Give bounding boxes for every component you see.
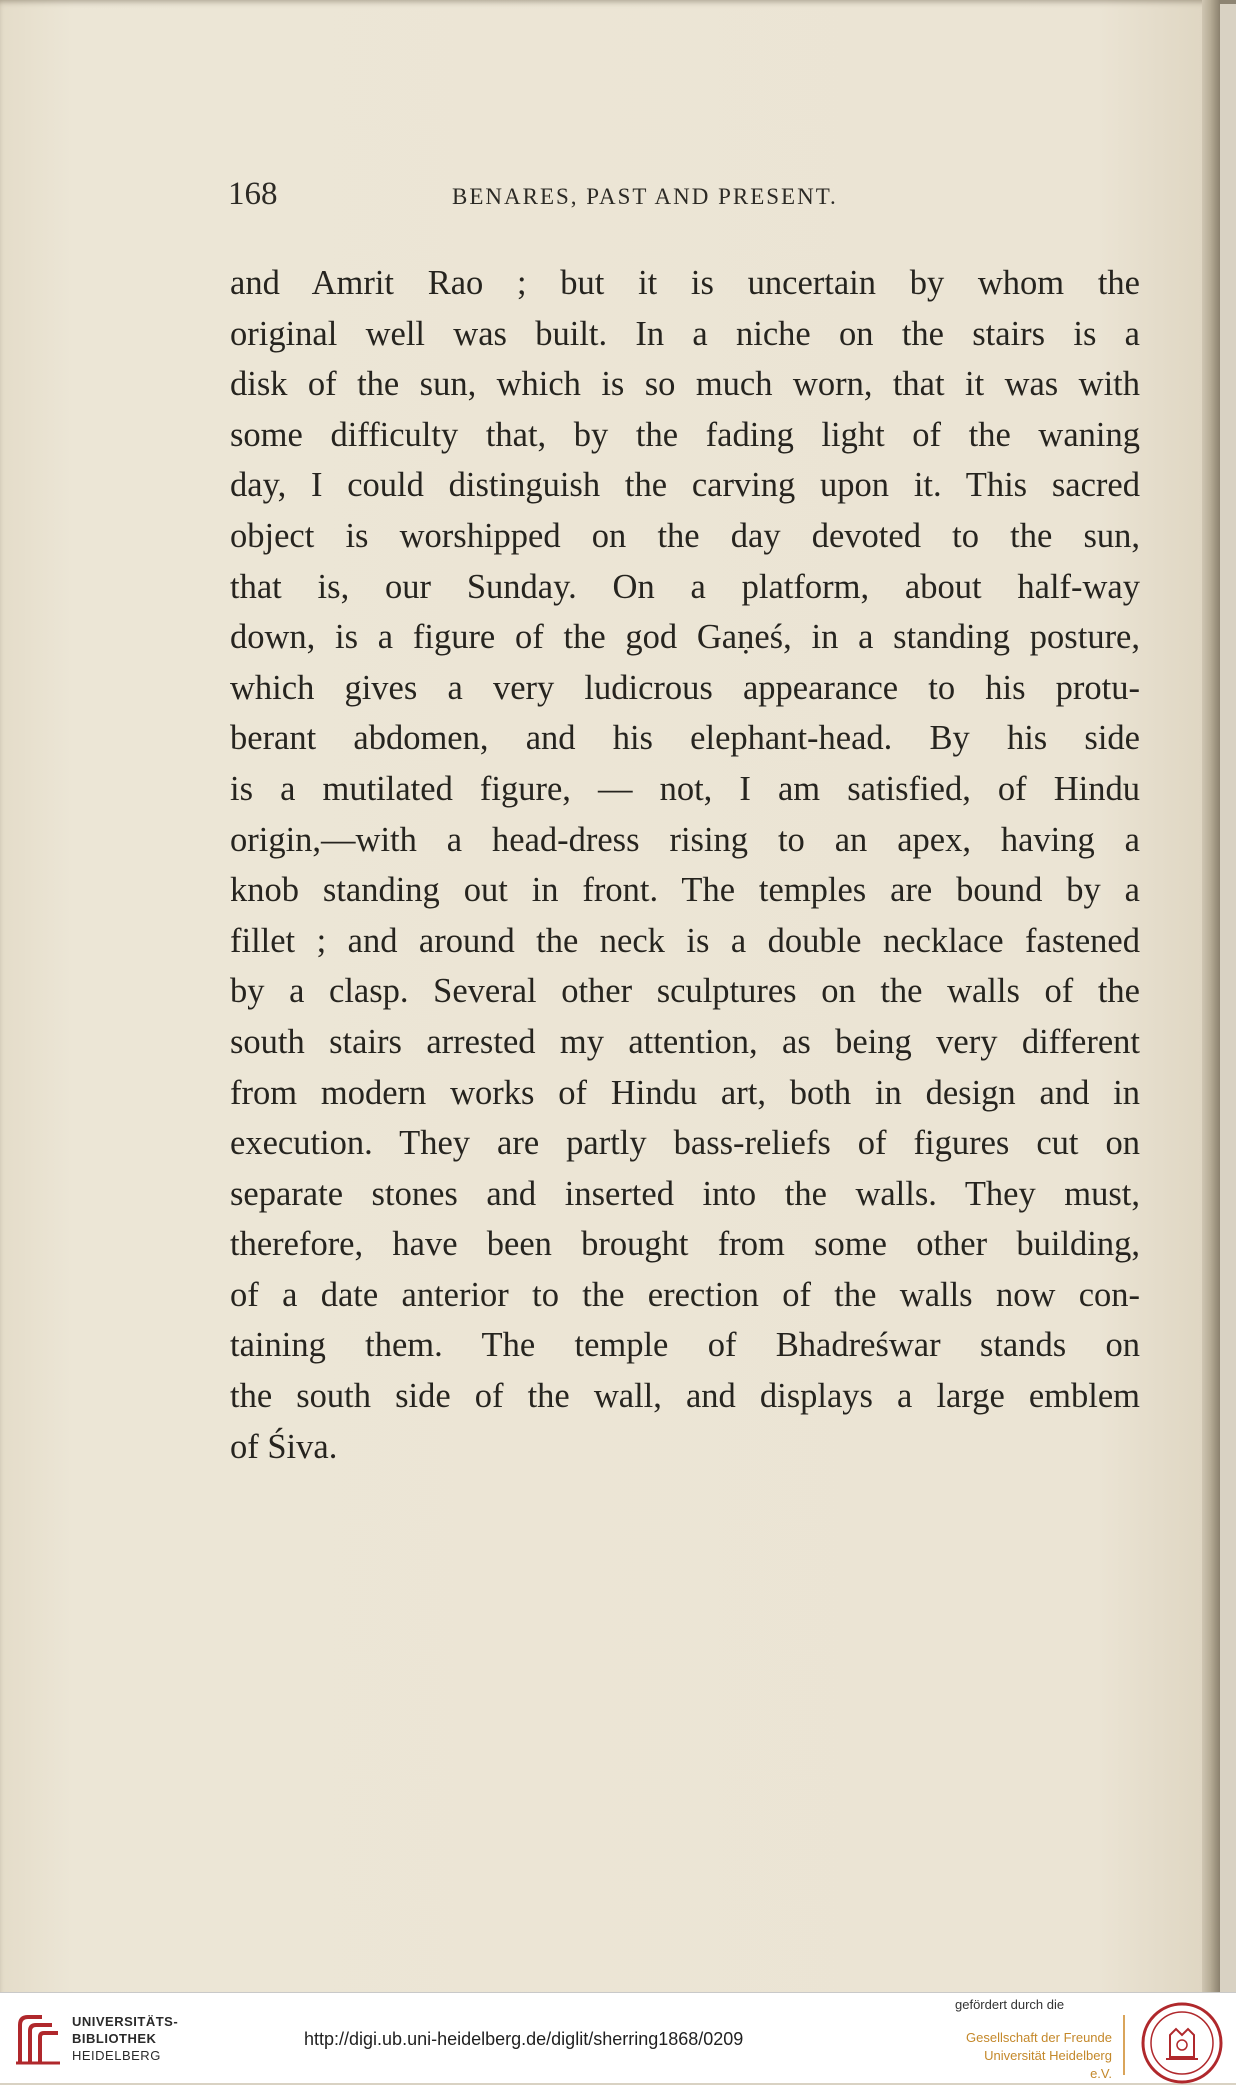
text-line: berant abdomen, and his elephant-head. By his side [230,719,1140,758]
ub-heidelberg-logo-icon[interactable] [12,2011,64,2067]
text-line: that is, our Sunday. On a platform, about half-way [230,567,1140,606]
permalink-url[interactable]: http://digi.ub.uni-heidelberg.de/diglit/sherring1868/0209 [304,2029,744,2049]
text-line: origin,—with a head-dress rising to an apex, having a [230,820,1140,859]
text-line: taining them. The temple of Bhadreśwar stands on [230,1326,1140,1365]
sponsor-name[interactable] [962,2029,1112,2083]
text-line-last: of Śiva. [230,1427,338,1466]
text-line: day, I could distinguish the carving upon it. This sacred [230,466,1140,505]
library-name-line: BIBLIOTHEK [72,2031,157,2046]
library-name [72,2013,178,2064]
text-line: by a clasp. Several other sculptures on the walls of the [230,972,1140,1011]
running-head [228,176,1148,216]
library-name-line: HEIDELBERG [72,2048,161,2063]
text-line: the south side of the wall, and displays a large emblem [230,1377,1140,1416]
text-line: disk of the sun, which is so much worn, that it was with [230,365,1140,404]
text-line: execution. They are partly bass-reliefs of figures cut on [230,1124,1140,1163]
university-seal-icon [1140,2001,1224,2085]
page-edge [1202,0,1220,1992]
digitization-footer [0,1992,1236,2083]
page-number: 168 [228,176,278,212]
text-line: object is worshipped on the day devoted to the sun, [230,516,1140,555]
text-line: original well was built. In a niche on the stairs is a [230,314,1140,353]
running-title: BENARES, PAST AND PRESENT. [452,184,838,209]
sponsor-divider [1123,2015,1125,2075]
text-line: of a date anterior to the erection of the walls now con- [230,1275,1140,1314]
text-line: and Amrit Rao ; but it is uncertain by whom the [230,264,1140,302]
text-line: separate stones and inserted into the walls. They must, [230,1174,1140,1213]
sponsor-name-line: Gesellschaft der Freunde [966,2030,1112,2045]
text-line: which gives a very ludicrous appearance to his protu- [230,668,1140,707]
text-line: is a mutilated figure, — not, I am satisfied, of Hindu [230,769,1140,808]
text-line: some difficulty that, by the fading light of the waning [230,415,1140,454]
text-line: south stairs arrested my attention, as being very different [230,1022,1140,1061]
text-line: down, is a figure of the god Gaṇeś, in a standing posture, [230,618,1140,657]
sponsor-intro: gefördert durch die [955,1997,1065,2012]
library-name-line: UNIVERSITÄTS- [72,2014,179,2029]
text-line: from modern works of Hindu art, both in design and in [230,1073,1140,1112]
body-text [230,258,1140,1472]
text-line: fillet ; and around the neck is a double necklace fastened [230,921,1140,960]
text-line: therefore, have been brought from some other building, [230,1225,1140,1264]
sponsor-name-line: Universität Heidelberg e.V. [984,2048,1112,2081]
text-line: knob standing out in front. The temples are bound by a [230,871,1140,910]
